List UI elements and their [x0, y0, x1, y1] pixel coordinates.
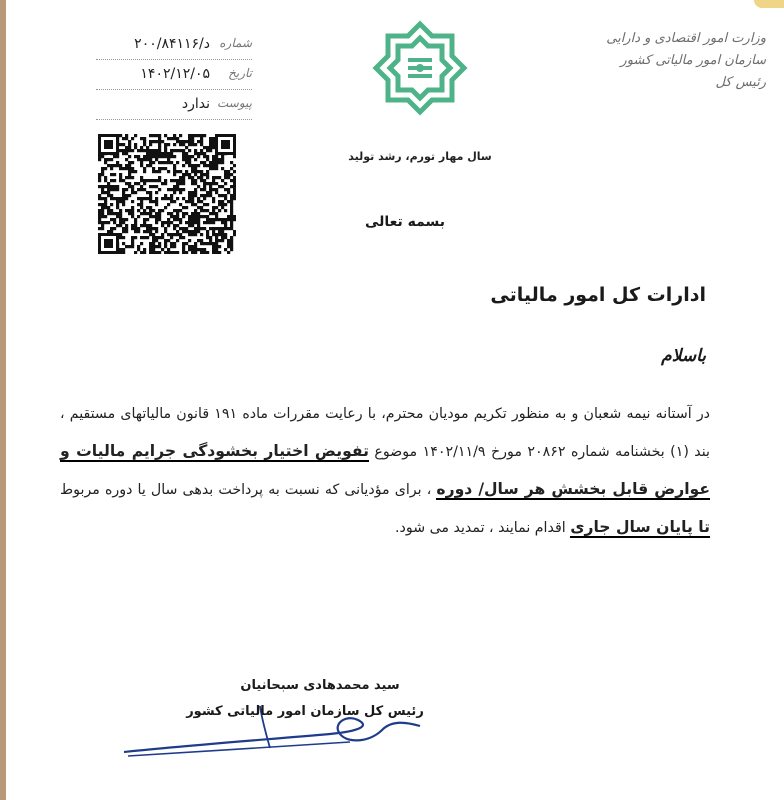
recipient: ادارات کل امور مالیاتی — [490, 284, 706, 306]
ministry-line-1: وزارت امور اقتصادی و دارایی — [606, 31, 766, 46]
body-bold-deadline: تا پایان سال جاری — [570, 518, 710, 536]
number-value: د/۲۰۰/۸۴۱۱۶ — [134, 36, 210, 52]
qr-code — [98, 134, 236, 254]
signatory-title: رئیس کل سازمان امور مالیاتی کشور — [186, 704, 424, 719]
year-slogan: سال مهار تورم، رشد تولید — [348, 150, 492, 163]
page-edge-strip — [0, 0, 6, 800]
letter-meta — [96, 30, 252, 120]
greeting: باسلام — [661, 346, 706, 366]
body-part-1: در آستانه نیمه شعبان و به منظور تکریم مودیان محترم، با رعایت مقررات ماده ۱۹۱ قانون مالیاتهای مستقیم ، بند (۱) بخشنامه شماره ۲۰۸۶۲ مورخ ۱۴۰۲/۱۱/۹ موضوع — [60, 406, 710, 460]
basmala: بسمه تعالی — [364, 214, 446, 230]
attachment-value: ندارد — [181, 96, 210, 112]
date-value: ۱۴۰۲/۱۲/۰۵ — [140, 66, 210, 82]
ministry-line-3: رئیس کل — [715, 75, 766, 90]
date-label: تاریخ — [228, 66, 252, 80]
letter-date-row — [96, 60, 252, 90]
corner-decoration — [754, 0, 784, 8]
ministry-line-2: سازمان امور مالیاتی کشور — [620, 53, 766, 68]
ministry-header — [606, 28, 766, 94]
body-bold-subject: تفویض اختیار بخشودگی جرایم مالیات و عوارض قابل بخشش هر سال/ دوره — [60, 442, 710, 498]
letter-number-row — [96, 30, 252, 60]
signatory-name: سید محمدهادی سبحانیان — [240, 678, 400, 693]
letter-body — [60, 396, 710, 547]
body-part-3: اقدام نمایند ، تمدید می شود. — [395, 520, 566, 536]
tax-organization-logo — [372, 20, 468, 120]
body-part-2: ، برای مؤدیانی که نسبت به پرداخت بدهی سال یا دوره مربوط — [60, 482, 432, 498]
attachment-label: پیوست — [217, 96, 252, 110]
letter-attachment-row — [96, 90, 252, 120]
number-label: شماره — [219, 36, 252, 50]
